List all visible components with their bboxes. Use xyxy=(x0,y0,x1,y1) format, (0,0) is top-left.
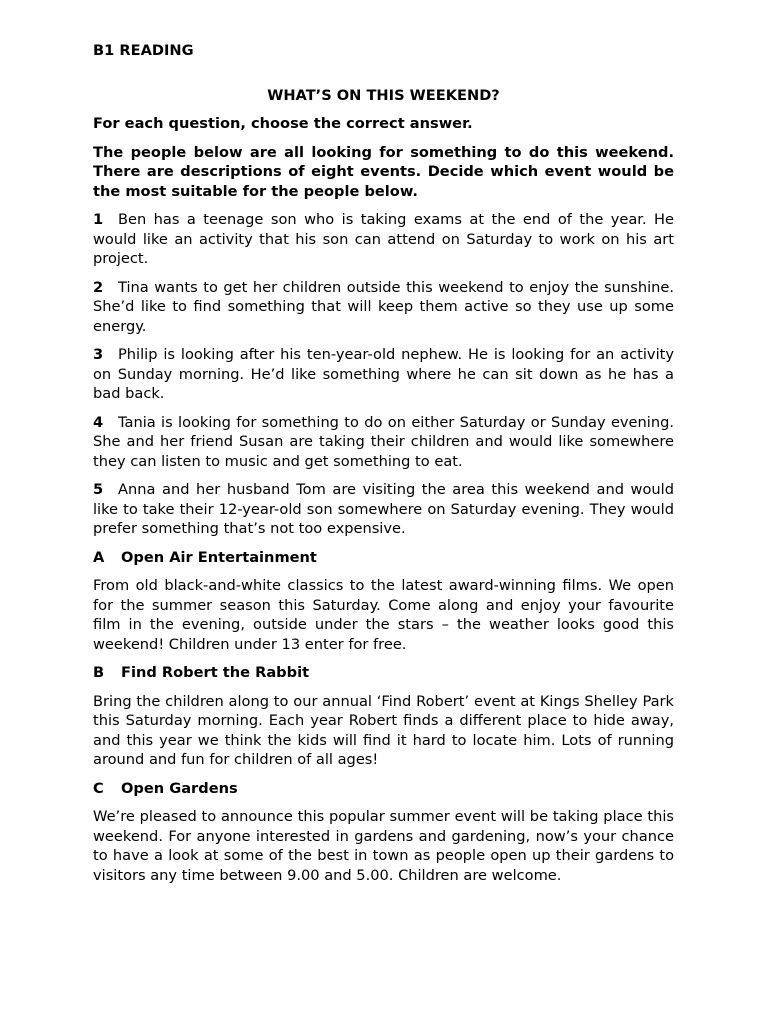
level-label: B1 READING xyxy=(93,42,194,59)
question-item xyxy=(93,210,674,269)
question-item xyxy=(93,345,674,404)
event-description: We’re pleased to announce this popular summer event will be taking place this weekend. For anyone interested in gardens and gardening, now’s your chance to have a look at some of the best in town as people open up their gardens to visitors any time between 9.00 and 5.00. Children are welcome. xyxy=(93,808,674,884)
question-text: Anna and her husband Tom are visiting the area this weekend and would like to take their 12-year-old son somewhere on Saturday evening. They would prefer something that’s not too expensive. xyxy=(93,481,674,537)
intro-paragraph: The people below are all looking for something to do this weekend. There are descriptions of eight events. Decide which event would be the most suitable for the people below. xyxy=(93,143,674,200)
document-content xyxy=(93,41,674,894)
question-number: 4 xyxy=(93,413,104,431)
question-number: 3 xyxy=(93,346,104,363)
question-text: Tania is looking for something to do on either Saturday or Sunday evening. She and her friend Susan are taking their children and would like somewhere they can listen to music and get something to eat. xyxy=(93,413,674,470)
event-letter: A xyxy=(93,548,105,566)
question-item xyxy=(93,480,674,539)
question-text: Tina wants to get her children outside this weekend to enjoy the sunshine. She’d like to find something that will keep them active so they use up some energy. xyxy=(93,278,674,335)
event-title: Find Robert the Rabbit xyxy=(121,664,310,681)
question-number: 1 xyxy=(93,211,104,228)
page-title: WHAT’S ON THIS WEEKEND? xyxy=(267,86,500,104)
question-text: Philip is looking after his ten-year-old nephew. He is looking for an activity on Sunday morning. He’d like something where he can sit down as he has a bad back. xyxy=(93,346,674,402)
event-heading xyxy=(93,548,674,568)
event-description: From old black-and-white classics to the latest award-winning films. We open for the summer season this Saturday. Come along and enjoy your favourite film in the evening, outside under the stars – the weather looks good this weekend! Children under 13 enter for free. xyxy=(93,577,674,653)
event-heading xyxy=(93,663,674,683)
event-title: Open Air Entertainment xyxy=(121,548,317,566)
question-item xyxy=(93,413,674,472)
question-text: Ben has a teenage son who is taking exams at the end of the year. He would like an activity that his son can attend on Saturday to work on his art project. xyxy=(93,211,674,267)
question-number: 2 xyxy=(93,278,104,296)
event-title: Open Gardens xyxy=(121,779,238,797)
question-item xyxy=(93,278,674,337)
event-letter: B xyxy=(93,664,105,681)
instruction-text: For each question, choose the correct answer. xyxy=(93,115,473,132)
event-description: Bring the children along to our annual ‘Find Robert’ event at Kings Shelley Park this Saturday morning. Each year Robert finds a different place to hide away, and this year we think the kids will find it hard to locate him. Lots of running around and fun for children of all ages! xyxy=(93,692,674,768)
event-letter: C xyxy=(93,779,104,797)
event-heading xyxy=(93,779,674,799)
question-number: 5 xyxy=(93,481,104,498)
